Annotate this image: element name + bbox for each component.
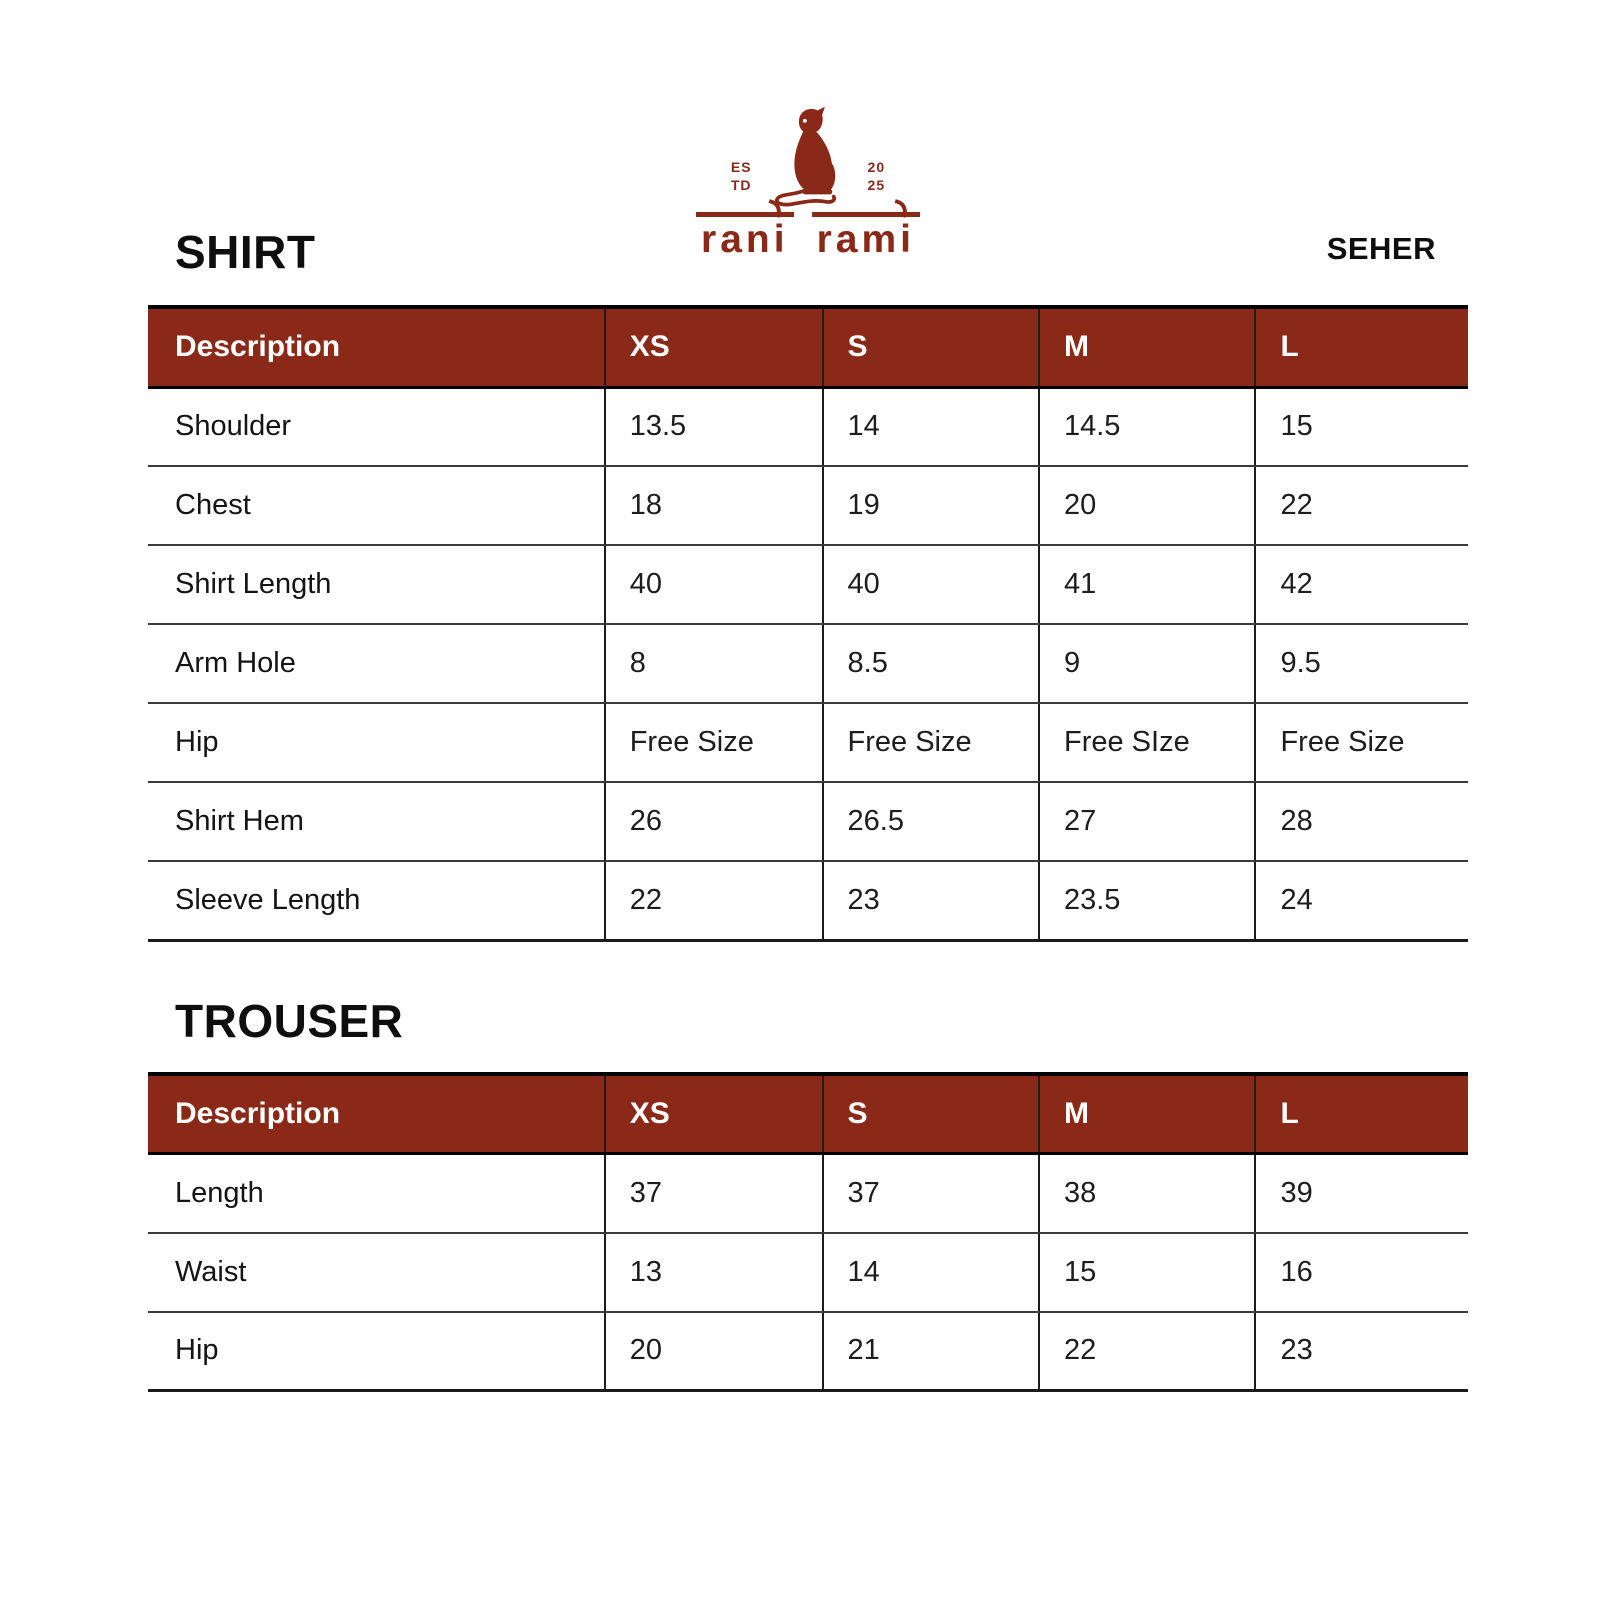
cell-value: Free Size xyxy=(823,703,1039,782)
cell-value: 40 xyxy=(605,545,823,624)
row-label: Hip xyxy=(148,703,605,782)
col-header-size-l: L xyxy=(1255,307,1468,387)
page-content xyxy=(148,0,1468,1392)
cell-value: 14.5 xyxy=(1039,387,1255,466)
cell-value: 37 xyxy=(605,1154,823,1233)
cell-value: 24 xyxy=(1255,861,1468,940)
row-label: Sleeve Length xyxy=(148,861,605,940)
cell-value: 28 xyxy=(1255,782,1468,861)
cell-value: 13 xyxy=(605,1233,823,1312)
cell-value: 19 xyxy=(823,466,1039,545)
cell-value: Free Size xyxy=(1255,703,1468,782)
cell-value: 22 xyxy=(1039,1312,1255,1391)
row-label: Arm Hole xyxy=(148,624,605,703)
cell-value: 18 xyxy=(605,466,823,545)
row-label: Hip xyxy=(148,1312,605,1391)
section-title-trouser: TROUSER xyxy=(175,994,404,1047)
cell-value: 27 xyxy=(1039,782,1255,861)
cell-value: 20 xyxy=(605,1312,823,1391)
table-row xyxy=(148,1312,1468,1391)
trouser-size-table xyxy=(148,1072,1468,1393)
sitting-tiger-icon xyxy=(758,106,862,210)
cell-value: 26 xyxy=(605,782,823,861)
cell-value: 39 xyxy=(1255,1154,1468,1233)
year-text xyxy=(868,158,886,194)
year-line-2: 25 xyxy=(867,176,886,193)
table-row xyxy=(148,861,1468,940)
year-line-1: 20 xyxy=(867,158,886,175)
table-header-row xyxy=(148,1074,1468,1154)
cell-value: 23.5 xyxy=(1039,861,1255,940)
estd-line-1: ES xyxy=(730,158,752,175)
table-header-row xyxy=(148,307,1468,387)
cell-value: 8.5 xyxy=(823,624,1039,703)
cell-value: 9.5 xyxy=(1255,624,1468,703)
cell-value: 14 xyxy=(823,387,1039,466)
table-row xyxy=(148,782,1468,861)
brand-word-2: rami xyxy=(812,212,920,259)
cell-value: 40 xyxy=(823,545,1039,624)
row-label: Shoulder xyxy=(148,387,605,466)
table-row xyxy=(148,703,1468,782)
table-row xyxy=(148,387,1468,466)
estd-text xyxy=(731,158,752,194)
cell-value: 22 xyxy=(1255,466,1468,545)
col-header-size-s: S xyxy=(823,1074,1039,1154)
row-label: Shirt Hem xyxy=(148,782,605,861)
cell-value: 13.5 xyxy=(605,387,823,466)
cell-value: Free Size xyxy=(605,703,823,782)
page-header xyxy=(148,0,1468,305)
col-header-description: Description xyxy=(148,1074,605,1154)
cell-value: 21 xyxy=(823,1312,1039,1391)
row-label: Length xyxy=(148,1154,605,1233)
shirt-size-table xyxy=(148,305,1468,942)
table-row xyxy=(148,1233,1468,1312)
row-label: Chest xyxy=(148,466,605,545)
cell-value: 23 xyxy=(823,861,1039,940)
table-row xyxy=(148,1154,1468,1233)
cell-value: 23 xyxy=(1255,1312,1468,1391)
brand-word-1: rani xyxy=(696,212,794,259)
cell-value: 26.5 xyxy=(823,782,1039,861)
brand-name xyxy=(696,212,920,259)
cell-value: 15 xyxy=(1255,387,1468,466)
table-row xyxy=(148,545,1468,624)
product-name: SEHER xyxy=(1326,231,1436,266)
cell-value: 8 xyxy=(605,624,823,703)
col-header-size-xs: XS xyxy=(605,1074,823,1154)
brand-logo xyxy=(696,106,920,259)
cell-value: 42 xyxy=(1255,545,1468,624)
cell-value: 37 xyxy=(823,1154,1039,1233)
col-header-size-m: M xyxy=(1039,1074,1255,1154)
cell-value: 15 xyxy=(1039,1233,1255,1312)
table-row xyxy=(148,624,1468,703)
cell-value: 20 xyxy=(1039,466,1255,545)
cell-value: Free SIze xyxy=(1039,703,1255,782)
col-header-description: Description xyxy=(148,307,605,387)
row-label: Waist xyxy=(148,1233,605,1312)
section-title-shirt: SHIRT xyxy=(175,226,316,278)
cell-value: 14 xyxy=(823,1233,1039,1312)
col-header-size-m: M xyxy=(1039,307,1255,387)
estd-line-2: TD xyxy=(730,176,752,193)
cell-value: 38 xyxy=(1039,1154,1255,1233)
row-label: Shirt Length xyxy=(148,545,605,624)
col-header-size-l: L xyxy=(1255,1074,1468,1154)
table-row xyxy=(148,466,1468,545)
logo-mark xyxy=(731,106,885,210)
col-header-size-xs: XS xyxy=(605,307,823,387)
col-header-size-s: S xyxy=(823,307,1039,387)
cell-value: 9 xyxy=(1039,624,1255,703)
cell-value: 41 xyxy=(1039,545,1255,624)
cell-value: 16 xyxy=(1255,1233,1468,1312)
cell-value: 22 xyxy=(605,861,823,940)
